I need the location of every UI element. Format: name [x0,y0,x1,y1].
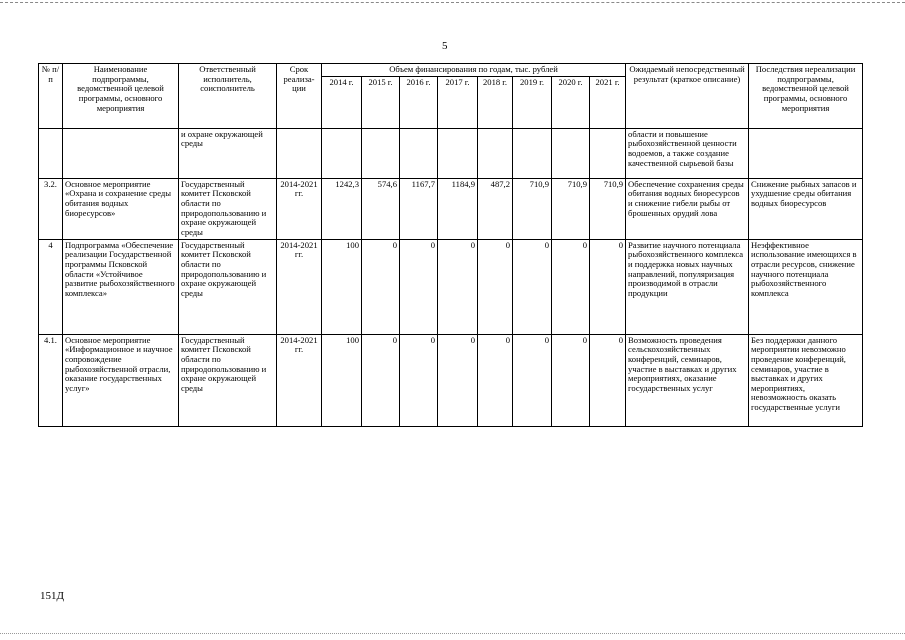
cell-value: 0 [478,334,513,426]
cell-value: 710,9 [590,178,626,239]
cell-value: 0 [362,239,400,334]
cell-consequences: Без поддержки данного мероприятии невозможно проведение конференций, семинаров, участие в выставках и других мероприятиях, невозможность оказать государственные услуги [749,334,863,426]
cell-value [322,128,362,178]
cell-value: 0 [438,239,478,334]
cell-value: 710,9 [552,178,590,239]
cell-consequences: Снижение рыбных запасов и ухудшение среды обитания водных биоресурсов [749,178,863,239]
header-name: Наименование подпрограммы, ведомственной целевой программы, основного мероприятия [63,64,179,129]
cell-term [277,128,322,178]
cell-value [513,128,552,178]
footer-code: 151Д [40,590,65,602]
cell-value: 0 [438,334,478,426]
cell-value: 0 [400,239,438,334]
header-year: 2015 г. [362,76,400,128]
cell-value: 0 [400,334,438,426]
cell-value [478,128,513,178]
table-row [39,334,863,426]
cell-result: Развитие научного потенциала рыбохозяйственного комплекса и поддержка новых научных направлений, популяризация производимой в отрасли продукции [626,239,749,334]
cell-value: 0 [552,334,590,426]
page-number: 5 [442,40,448,52]
cell-value: 0 [513,334,552,426]
table-row [39,239,863,334]
header-row [39,64,863,77]
cell-result: Обеспечение сохранения среды обитания водных биоресурсов и снижение гибели рыбы от брошенных орудий лова [626,178,749,239]
cell-executor: и охране окружающей среды [179,128,277,178]
cell-value: 1242,3 [322,178,362,239]
cell-value: 0 [362,334,400,426]
cell-num: 3.2. [39,178,63,239]
cell-value: 0 [590,239,626,334]
header-year: 2019 г. [513,76,552,128]
table-row [39,178,863,239]
cell-result: области и повышение рыбохозяйственной ценности водоемов, а также создание качественной сырьевой базы [626,128,749,178]
header-result: Ожидаемый непосредственный результат (краткое описание) [626,64,749,129]
table-row [39,128,863,178]
cell-executor: Государственный комитет Псковской области по природопользованию и охране окружающей среды [179,178,277,239]
cell-num: 4 [39,239,63,334]
cell-value [438,128,478,178]
cell-name: Основное мероприятие «Охрана и сохранение среды обитания водных биоресурсов» [63,178,179,239]
scan-bottom-edge [0,633,905,634]
header-consequences: Последствия нереализации подпрограммы, ведомственной целевой программы, основного мероприятия [749,64,863,129]
header-year: 2014 г. [322,76,362,128]
cell-value: 0 [590,334,626,426]
cell-executor: Государственный комитет Псковской области по природопользованию и охране окружающей среды [179,334,277,426]
header-year: 2020 г. [552,76,590,128]
header-executor: Ответственный исполнитель, соисполнитель [179,64,277,129]
header-year: 2017 г. [438,76,478,128]
cell-num: 4.1. [39,334,63,426]
cell-value: 1167,7 [400,178,438,239]
header-funding: Объем финансирования по годам, тыс. рублей [322,64,626,77]
cell-num [39,128,63,178]
cell-value: 1184,9 [438,178,478,239]
cell-value [362,128,400,178]
cell-name: Подпрограмма «Обеспечение реализации Государственной программы Псковской области «Устойчивое развитие рыбохозяйственного комплекса» [63,239,179,334]
cell-value: 100 [322,239,362,334]
cell-term: 2014-2021 гг. [277,239,322,334]
cell-value [552,128,590,178]
header-num: № п/п [39,64,63,129]
cell-value: 487,2 [478,178,513,239]
header-year: 2016 г. [400,76,438,128]
cell-value: 710,9 [513,178,552,239]
cell-value: 0 [478,239,513,334]
cell-result: Возможность проведения сельскохозяйственных конференций, семинаров, участие в выставках и других мероприятиях, оказание государственных услуг [626,334,749,426]
cell-value: 0 [552,239,590,334]
cell-value [590,128,626,178]
header-year: 2021 г. [590,76,626,128]
scan-top-edge [0,2,905,3]
cell-value: 0 [513,239,552,334]
cell-name [63,128,179,178]
cell-value [400,128,438,178]
cell-value: 574,6 [362,178,400,239]
cell-term: 2014-2021 гг. [277,334,322,426]
header-term: Срок реализа-ции [277,64,322,129]
cell-term: 2014-2021 гг. [277,178,322,239]
program-table [38,63,863,427]
cell-consequences: Неэффективное использование имеющихся в отрасли ресурсов, снижение научного потенциала рыбохозяйственного комплекса [749,239,863,334]
cell-name: Основное мероприятие «Информационное и научное сопровождение рыбохозяйственной отрасли, оказание государственных услуг» [63,334,179,426]
header-year: 2018 г. [478,76,513,128]
cell-executor: Государственный комитет Псковской области по природопользованию и охране окружающей среды [179,239,277,334]
cell-consequences [749,128,863,178]
cell-value: 100 [322,334,362,426]
